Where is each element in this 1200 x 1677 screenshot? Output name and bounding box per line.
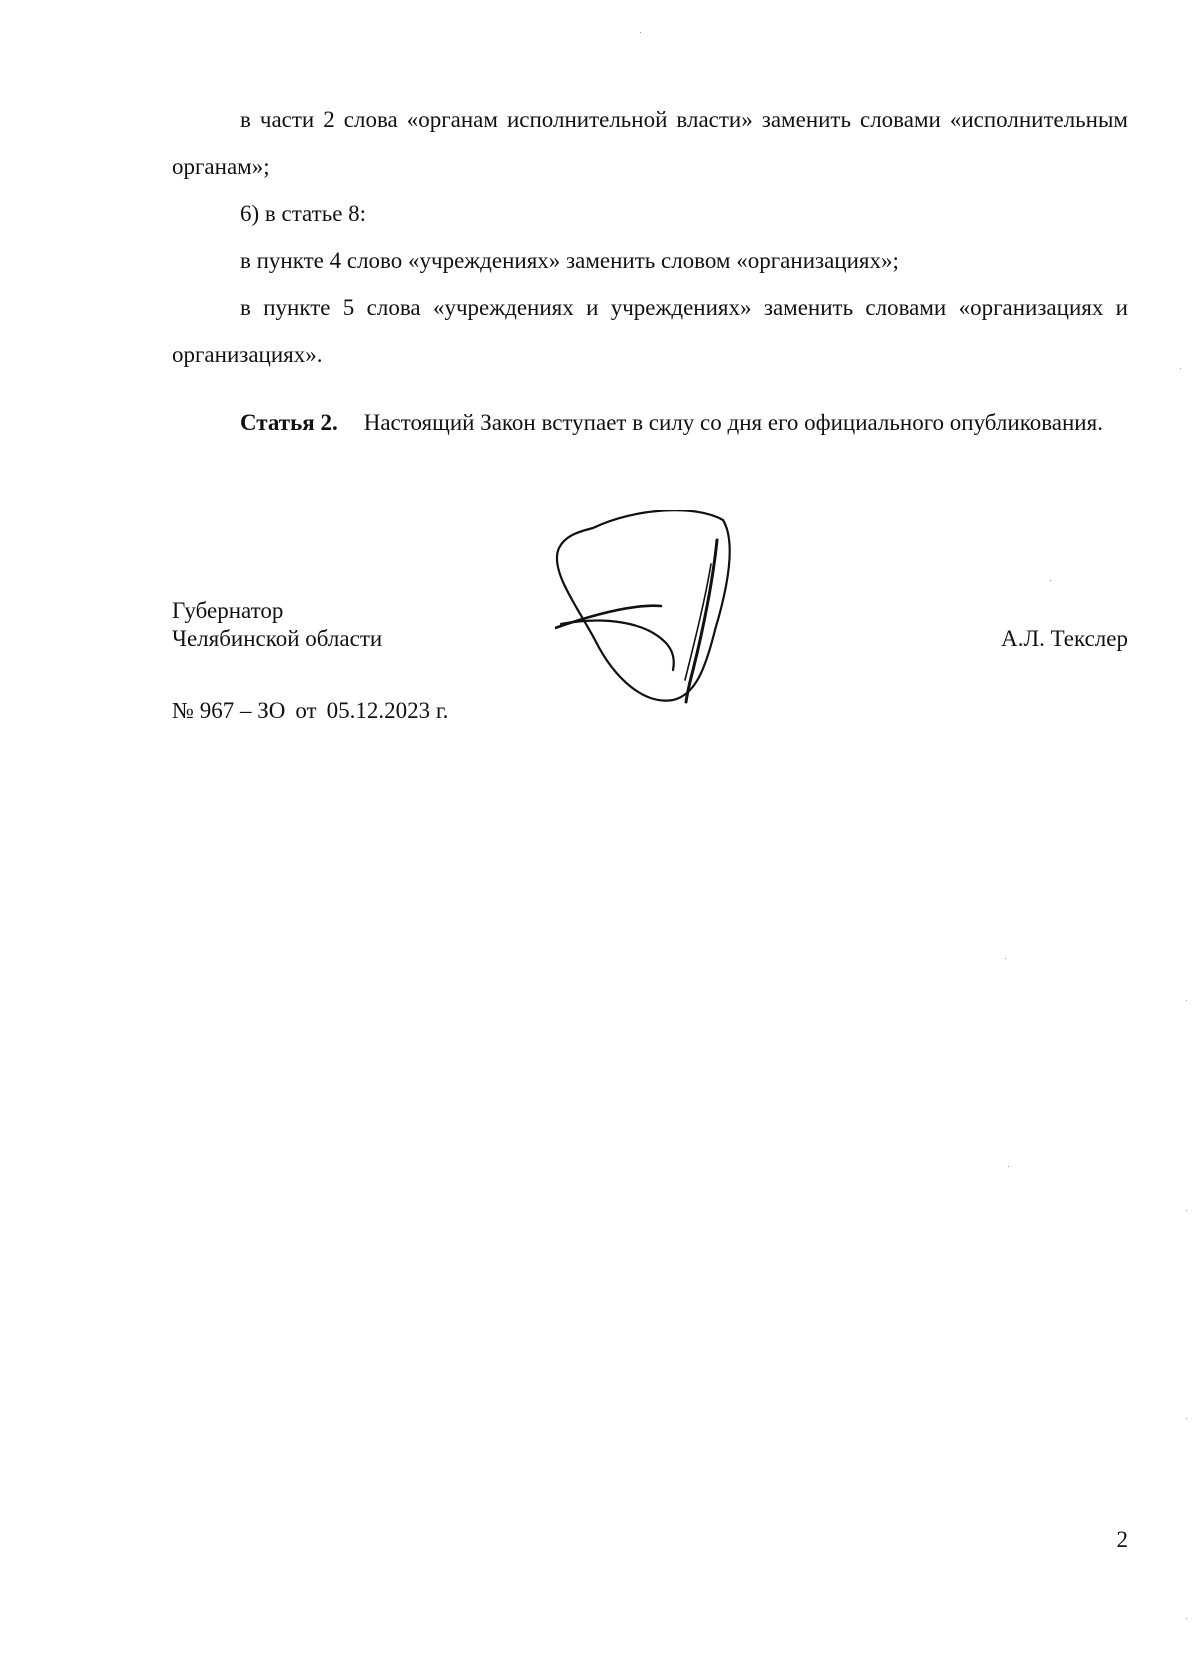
law-number-from: от (295, 698, 317, 723)
document-body (172, 96, 1128, 446)
article-2 (172, 399, 1128, 446)
scan-speck (1005, 958, 1006, 959)
paragraph-point5-amendment: в пункте 5 слова «учреждениях и учреждениях» заменить словами «организациях и организациях». (172, 295, 1128, 367)
scan-speck (640, 32, 641, 33)
handwritten-signature (555, 510, 755, 720)
law-registration-number (172, 697, 458, 725)
scan-speck (1186, 1000, 1187, 1001)
scan-speck (1186, 1418, 1187, 1419)
signatory-title-line1: Губернатор (172, 598, 284, 623)
scan-speck (1186, 1618, 1187, 1619)
article-2-label: Статья 2. (240, 410, 338, 435)
scan-speck (1008, 1166, 1009, 1167)
signatory-title (172, 597, 382, 653)
page-number: 2 (1116, 1527, 1128, 1552)
law-number-value: № 967 – ЗО (172, 698, 286, 723)
paragraph-article8-heading: 6) в статье 8: (240, 201, 367, 226)
scan-speck (1186, 1210, 1187, 1211)
signatory-title-line2: Челябинской области (172, 626, 383, 651)
law-number-date: 05.12.2023 г. (326, 698, 449, 723)
paragraph-part2-amendment: в части 2 слова «органам исполнительной власти» заменить словами «исполнительным органам»; (172, 107, 1128, 179)
scan-speck (1180, 368, 1181, 369)
scan-speck (1050, 580, 1051, 581)
article-2-text: Настоящий Закон вступает в силу со дня его официального опубликования. (363, 410, 1103, 435)
signatory-name: А.Л. Текслер (1001, 626, 1128, 651)
paragraph-point4-amendment: в пункте 4 слово «учреждениях» заменить словом «организациях»; (240, 248, 899, 273)
